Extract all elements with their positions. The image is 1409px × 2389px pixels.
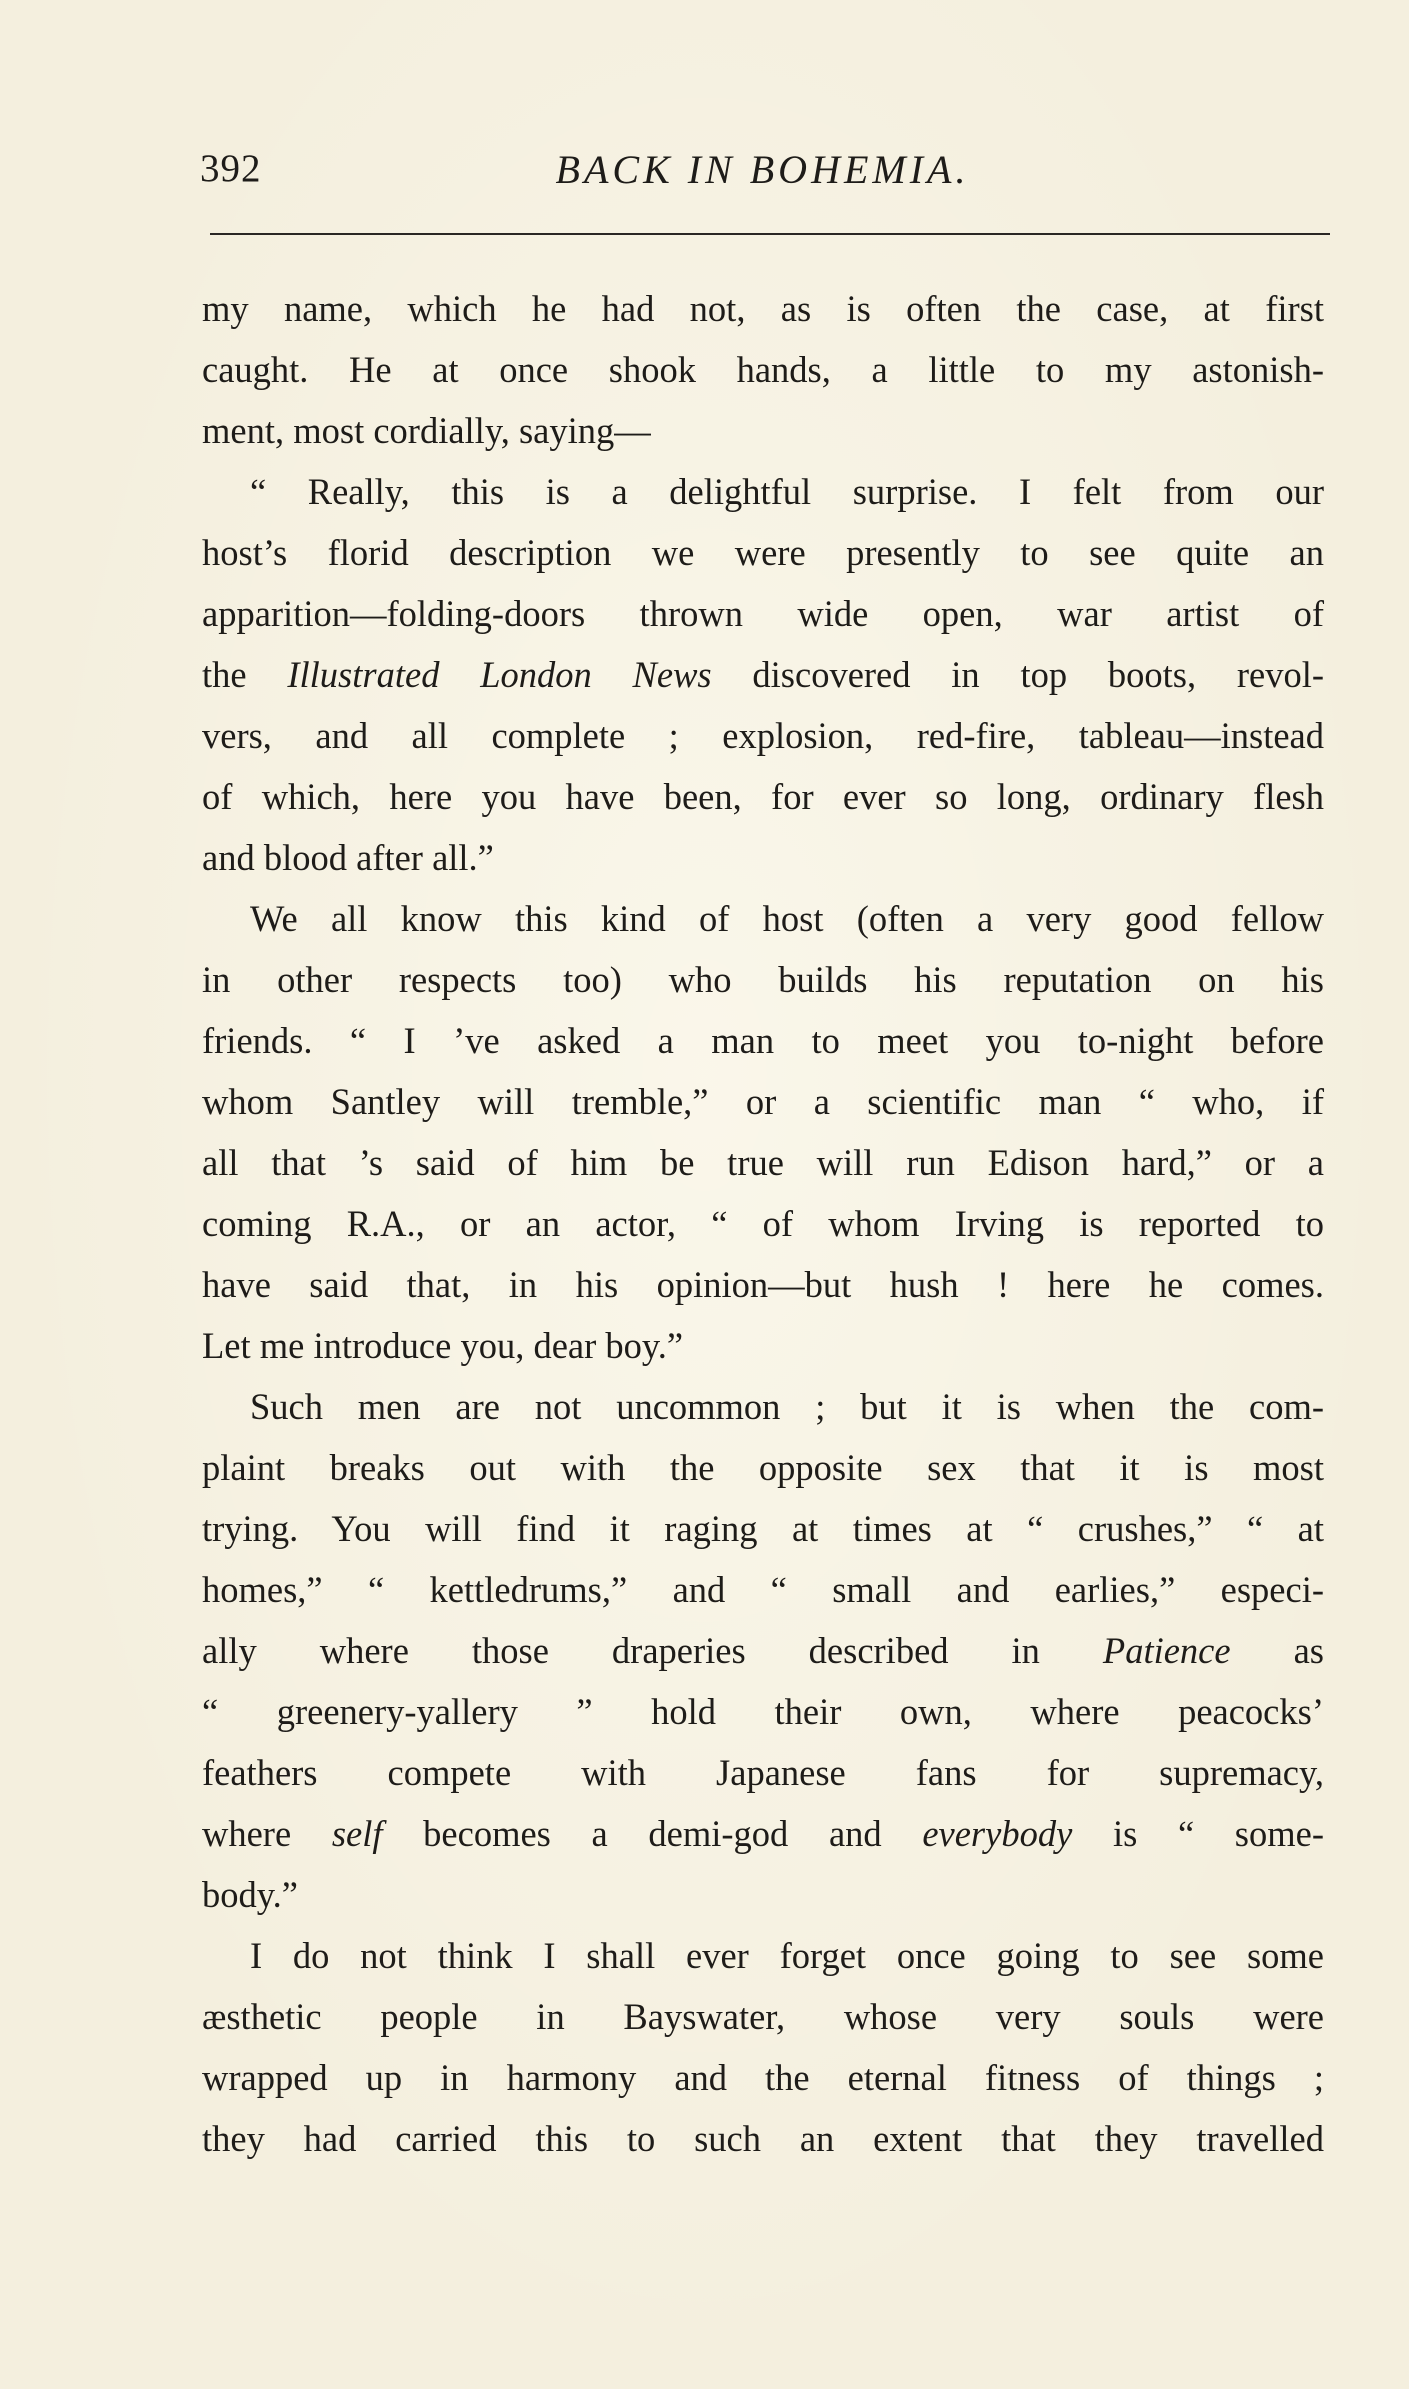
text-line: [202, 644, 1324, 705]
italic-title: Patience: [1102, 1630, 1231, 1671]
text-line: caught. He at once shook hands, a little to my astonish-: [202, 349, 1324, 390]
text-line: [202, 1620, 1324, 1681]
text-line: coming R.A., or an actor, “ of whom Irving is reported to: [202, 1203, 1324, 1244]
italic-word: self: [331, 1813, 383, 1854]
page-number: 392: [200, 147, 262, 190]
text-line: æsthetic people in Bayswater, whose very souls were: [202, 1996, 1324, 2037]
text-line: have said that, in his opinion—but hush ! here he comes.: [202, 1264, 1324, 1305]
text-run: becomes a demi-god and: [382, 1813, 923, 1854]
text-line: Such men are not uncommon ; but it is when the com-: [250, 1386, 1324, 1427]
text-line: We all know this kind of host (often a very good fellow: [250, 898, 1324, 939]
text-line: friends. “ I ’ve asked a man to meet you to-night before: [202, 1020, 1324, 1061]
text-line: vers, and all complete ; explosion, red-fire, tableau—instead: [202, 715, 1324, 756]
text-run: where: [202, 1813, 332, 1854]
text-line: they had carried this to such an extent that they travelled: [202, 2118, 1324, 2159]
text-line: apparition—folding-doors thrown wide open, war artist of: [202, 593, 1324, 634]
running-title: BACK IN BOHEMIA.: [555, 147, 970, 192]
text-line: [202, 1803, 1324, 1864]
text-run: is “ some-: [1072, 1813, 1325, 1854]
text-line: body.”: [202, 1874, 298, 1915]
text-run: the: [202, 654, 288, 695]
text-line: all that ’s said of him be true will run Edison hard,” or a: [202, 1142, 1324, 1183]
header-rule: [210, 233, 1330, 235]
text-line: my name, which he had not, as is often the case, at first: [202, 288, 1324, 329]
text-line: feathers compete with Japanese fans for supremacy,: [202, 1752, 1324, 1793]
text-line: homes,” “ kettledrums,” and “ small and earlies,” especi-: [202, 1569, 1324, 1610]
text-line: trying. You will find it raging at times at “ crushes,” “ at: [202, 1508, 1324, 1549]
text-line: in other respects too) who builds his reputation on his: [202, 959, 1324, 1000]
text-line: host’s florid description we were presently to see quite an: [202, 532, 1324, 573]
text-run: as: [1230, 1630, 1324, 1671]
text-run: ally where those draperies described in: [202, 1630, 1103, 1671]
text-line: wrapped up in harmony and the eternal fitness of things ;: [202, 2057, 1324, 2098]
text-line: “ Really, this is a delightful surprise. I felt from our: [250, 471, 1324, 512]
text-line: of which, here you have been, for ever so long, ordinary flesh: [202, 776, 1324, 817]
text-line: “ greenery-yallery ” hold their own, where peacocks’: [202, 1691, 1324, 1732]
text-line: Let me introduce you, dear boy.”: [202, 1325, 684, 1366]
text-line: and blood after all.”: [202, 837, 494, 878]
text-line: I do not think I shall ever forget once going to see some: [250, 1935, 1324, 1976]
body-text: [202, 278, 1324, 2169]
running-head: [200, 146, 1325, 206]
text-line: plaint breaks out with the opposite sex that it is most: [202, 1447, 1324, 1488]
text-line: whom Santley will tremble,” or a scientific man “ who, if: [202, 1081, 1324, 1122]
text-run: discovered in top boots, revol-: [711, 654, 1324, 695]
italic-word: everybody: [922, 1813, 1073, 1854]
italic-title: Illustrated London News: [287, 654, 712, 695]
text-line: ment, most cordially, saying—: [202, 410, 651, 451]
